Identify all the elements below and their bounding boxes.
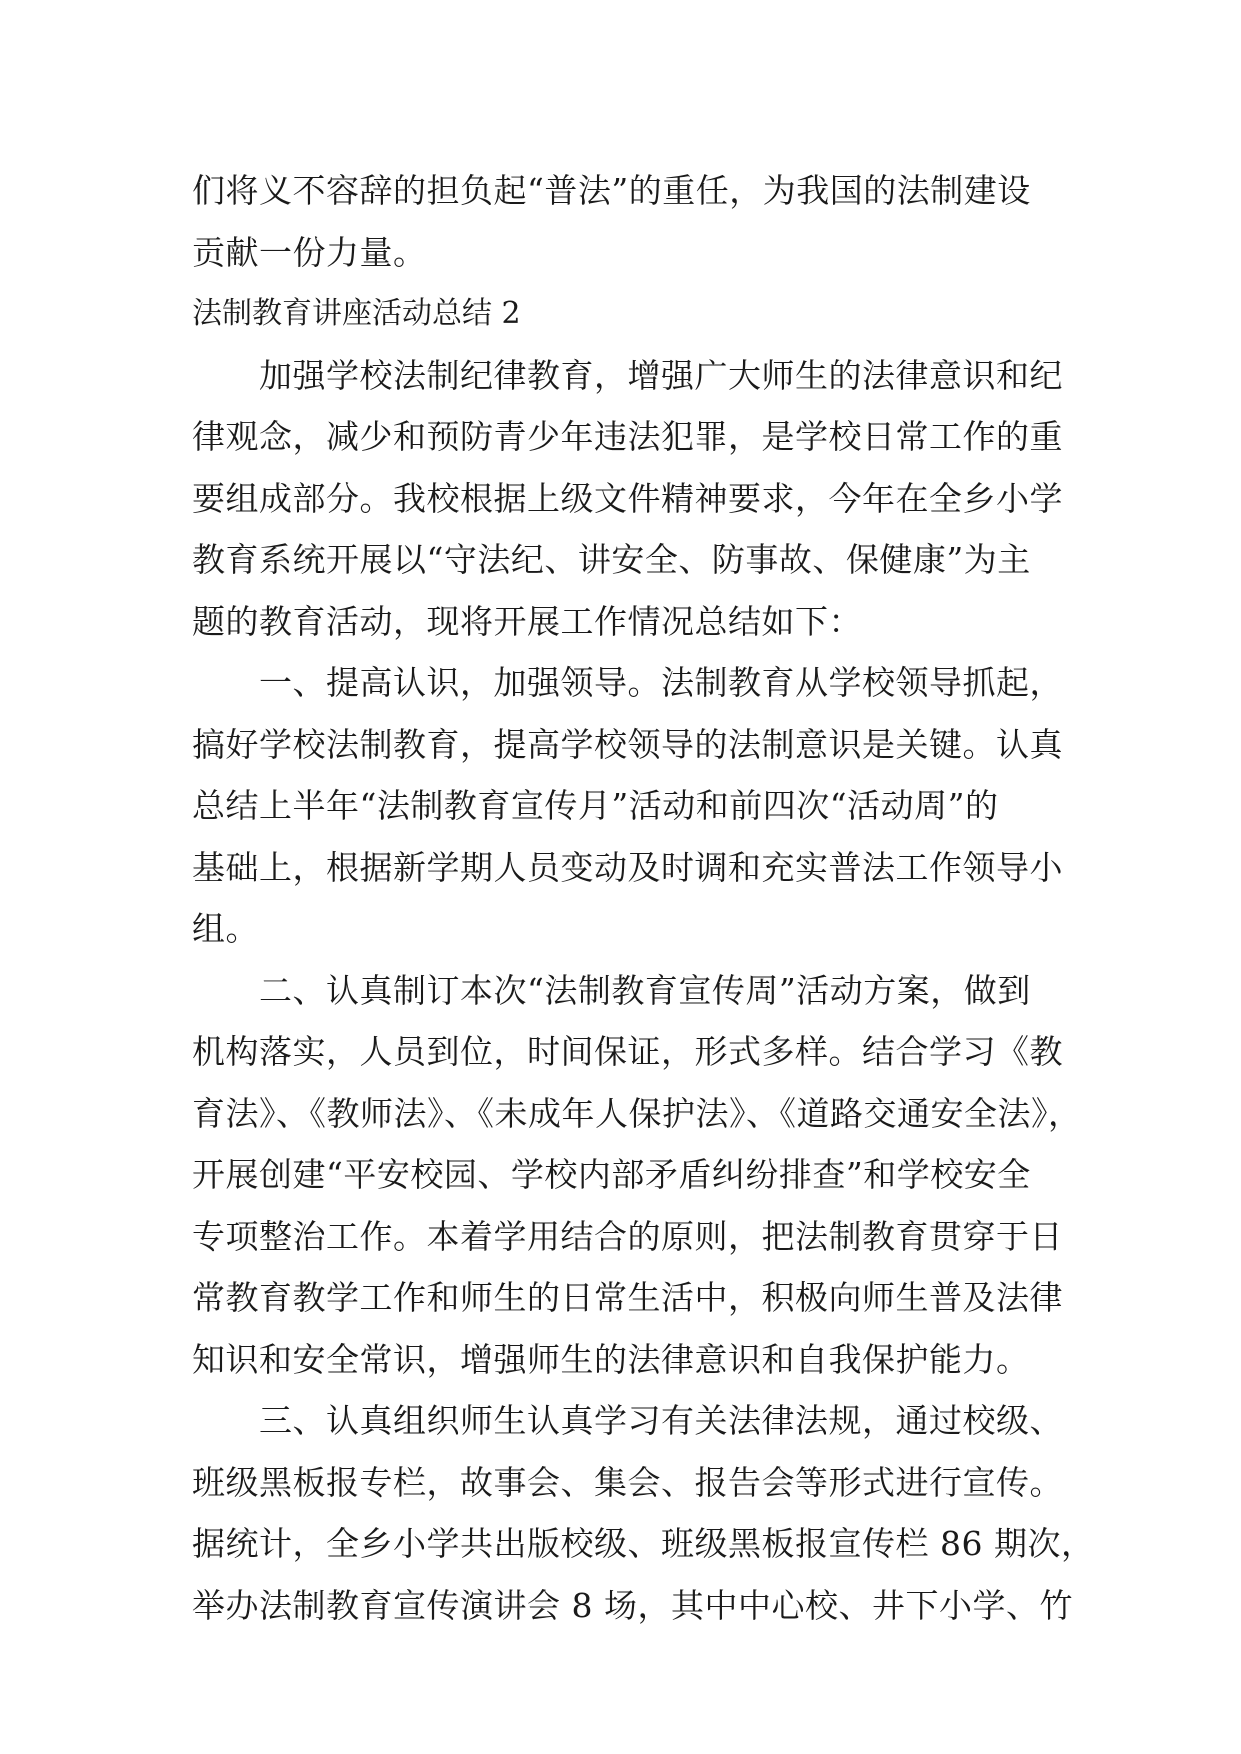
paragraph-line: 组。 [192,909,259,948]
paragraph-line: 搞好学校法制教育，提高学校领导的法制意识是关键。认真 [192,724,1063,764]
paragraph-line: 要组成部分。我校根据上级文件精神要求，今年在全乡小学 [192,478,1063,518]
paragraph-line: 据统计，全乡小学共出版校级、班级黑板报宣传栏 86 期次， [192,1524,1095,1563]
paragraph-line: 三、认真组织师生认真学习有关法律法规，通过校级、 [192,1401,1063,1440]
paragraph-line: 二、认真制订本次“法制教育宣传周”活动方案，做到 [192,970,1031,1010]
paragraph-line: 班级黑板报专栏，故事会、集会、报告会等形式进行宣传。 [192,1462,1063,1502]
paragraph-line: 基础上，根据新学期人员变动及时调和充实普法工作领导小 [192,847,1063,887]
paragraph-line: 律观念，减少和预防青少年违法犯罪，是学校日常工作的重 [192,417,1063,456]
paragraph-line: 知识和安全常识，增强师生的法律意识和自我保护能力。 [192,1339,1030,1379]
paragraph-line: 题的教育活动，现将开展工作情况总结如下： [192,601,862,641]
paragraph-line: 加强学校法制纪律教育，增强广大师生的法律意识和纪 [192,355,1063,395]
document-body [192,160,1095,1636]
paragraph-line: 育法》、《教师法》、《未成年人保护法》、《道路交通安全法》， [192,1093,1082,1133]
paragraph-line: 总结上半年“法制教育宣传月”活动和前四次“活动周”的 [192,786,999,825]
paragraph-line: 们将义不容辞的担负起“普法”的重任，为我国的法制建设 [192,171,1031,210]
section-heading: 法制教育讲座活动总结 2 [192,296,521,331]
paragraph-line: 机构落实，人员到位，时间保证，形式多样。结合学习《教 [192,1032,1063,1071]
paragraph-line: 贡献一份力量。 [192,232,427,272]
paragraph-line: 开展创建“平安校园、学校内部矛盾纠纷排查”和学校安全 [192,1155,1031,1194]
paragraph-line: 举办法制教育宣传演讲会 8 场，其中中心校、井下小学、竹 [192,1585,1073,1625]
paragraph-line: 教育系统开展以“守法纪、讲安全、防事故、保健康”为主 [192,540,1031,579]
paragraph-line: 常教育教学工作和师生的日常生活中，积极向师生普及法律 [192,1278,1063,1317]
paragraph-line: 专项整治工作。本着学用结合的原则，把法制教育贯穿于日 [192,1216,1063,1256]
paragraph-line: 一、提高认识，加强领导。法制教育从学校领导抓起， [192,663,1063,702]
